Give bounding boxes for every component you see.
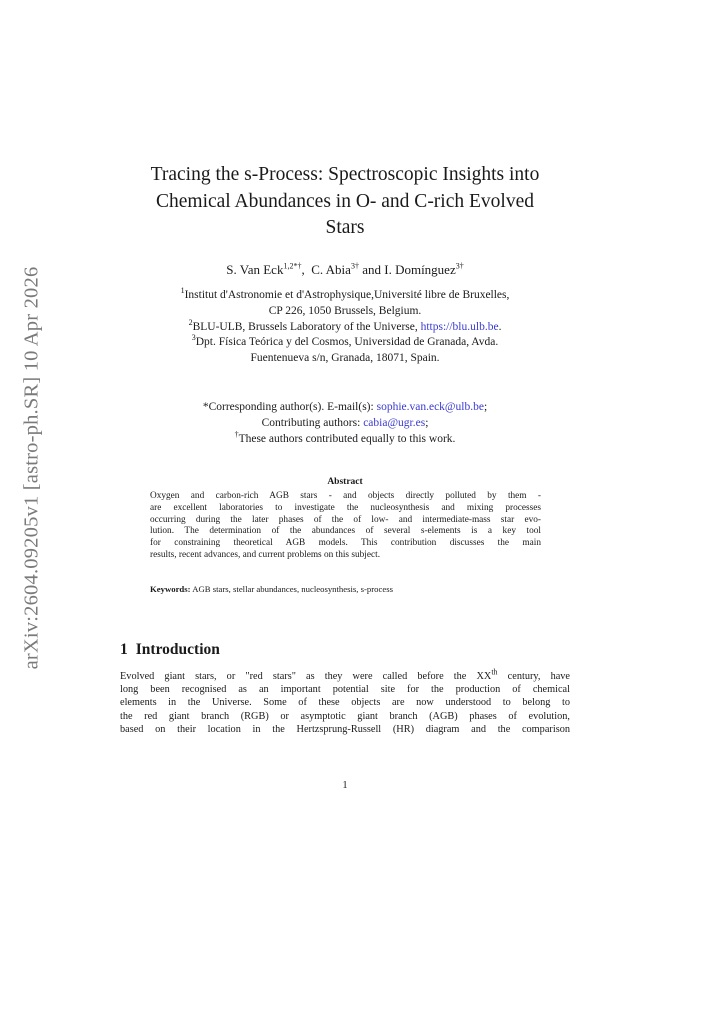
- introduction-paragraph: [120, 667, 571, 736]
- text-run: century, have: [497, 671, 571, 682]
- correspondence-label: *Corresponding author(s). E-mail(s):: [202, 401, 377, 413]
- abstract-line: for constraining theoretical AGB models. This contribution discusses the main: [150, 538, 541, 549]
- affiliation-mark: 1: [180, 286, 185, 296]
- abstract-line: lution. The determination of the abundances of several s-elements is a key tool: [150, 526, 541, 537]
- author-name: I. Domínguez: [384, 262, 456, 277]
- affiliation-mark: 2: [188, 317, 193, 327]
- paragraph-line: long been recognised as an important potential site for the production of chemical: [120, 684, 570, 696]
- abstract-body: [150, 491, 541, 562]
- section-title: Introduction: [135, 641, 220, 658]
- punctuation: ;: [483, 401, 488, 413]
- punctuation: ;: [425, 417, 429, 429]
- affiliation-2: [110, 317, 580, 336]
- correspondence-block: [110, 399, 580, 447]
- equal-contribution-note: [110, 431, 580, 447]
- abstract-heading: Abstract: [327, 477, 363, 487]
- title-line: Stars: [325, 217, 365, 238]
- correspondence-label: Contributing authors:: [261, 417, 364, 429]
- title-line: Chemical Abundances in O- and C-rich Evolved: [156, 190, 534, 212]
- abstract-line: results, recent advances, and current problems on this subject.: [150, 549, 381, 560]
- title-line: Tracing the s-Process: Spectroscopic Insights into: [150, 164, 540, 185]
- affiliation-text: Dpt. Física Teórica y del Cosmos, Universidad de Granada, Avda.: [195, 336, 499, 349]
- superscript: th: [491, 667, 498, 677]
- author-separator: ,: [301, 262, 312, 277]
- arxiv-identifier: arXiv:2604.09205v1 [astro-ph.SR] 10 Apr 2026: [20, 266, 43, 670]
- author-list: [120, 262, 570, 278]
- contributing-authors-line: [110, 415, 580, 431]
- author-separator: and: [358, 262, 385, 277]
- dagger-mark: †: [234, 430, 239, 440]
- affiliation-list: [110, 288, 580, 367]
- paragraph-line: [120, 667, 571, 683]
- author-affiliation-mark: 1,2*†: [283, 261, 302, 271]
- keywords-line: [150, 584, 541, 594]
- affiliation-3: [110, 335, 580, 351]
- note-text: These authors contributed equally to this work.: [238, 433, 456, 445]
- paper-title: [120, 162, 570, 242]
- affiliation-url-link[interactable]: https://blu.ulb.be: [420, 320, 499, 333]
- author-affiliation-mark: 3†: [455, 261, 464, 271]
- abstract-line: Oxygen and carbon-rich AGB stars - and objects directly polluted by them -: [150, 491, 541, 501]
- corresponding-author-line: [110, 399, 580, 415]
- affiliation-1: [110, 288, 580, 304]
- affiliation-3-cont: Fuentenueva s/n, Granada, 18071, Spain.: [250, 352, 440, 365]
- keywords-text: AGB stars, stellar abundances, nucleosynthesis, s-process: [190, 584, 393, 594]
- author-name: C. Abia: [311, 262, 351, 277]
- affiliation-text: Institut d'Astronomie et d'Astrophysique,Université libre de Bruxelles,: [184, 289, 510, 301]
- section-number: 1: [120, 641, 128, 658]
- text-run: Evolved giant stars, or "red stars" as they were called before the XX: [120, 671, 492, 682]
- contributing-email-link[interactable]: cabia@ugr.es: [363, 417, 426, 429]
- page-number: 1: [342, 780, 348, 791]
- affiliation-1-cont: CP 226, 1050 Brussels, Belgium.: [268, 304, 422, 317]
- abstract-line: occurring during the later phases of the of low- and intermediate-mass star evo-: [150, 514, 541, 525]
- arxiv-sidebar-stamp: [12, 268, 52, 668]
- paragraph-line: the red giant branch (RGB) or asymptotic giant branch (AGB) phases of evolution,: [120, 710, 570, 722]
- paragraph-line: based on their location in the Hertzsprung-Russell (HR) diagram and the comparison: [120, 723, 570, 735]
- author-affiliation-mark: 3†: [350, 261, 359, 271]
- paragraph-line: elements in the Universe. Some of these objects are now understood to belong to: [120, 697, 570, 709]
- affiliation-end: .: [498, 320, 502, 333]
- affiliation-mark: 3: [191, 333, 196, 343]
- corresponding-email-link[interactable]: sophie.van.eck@ulb.be: [376, 401, 484, 413]
- author-name: S. Van Eck: [226, 262, 284, 277]
- keywords-label: Keywords:: [150, 584, 191, 594]
- affiliation-text: BLU-ULB, Brussels Laboratory of the Universe,: [192, 320, 421, 333]
- abstract-line: are excellent laboratories to investigate the nucleosynthesis and mixing processes: [150, 502, 541, 513]
- section-heading: [120, 641, 220, 659]
